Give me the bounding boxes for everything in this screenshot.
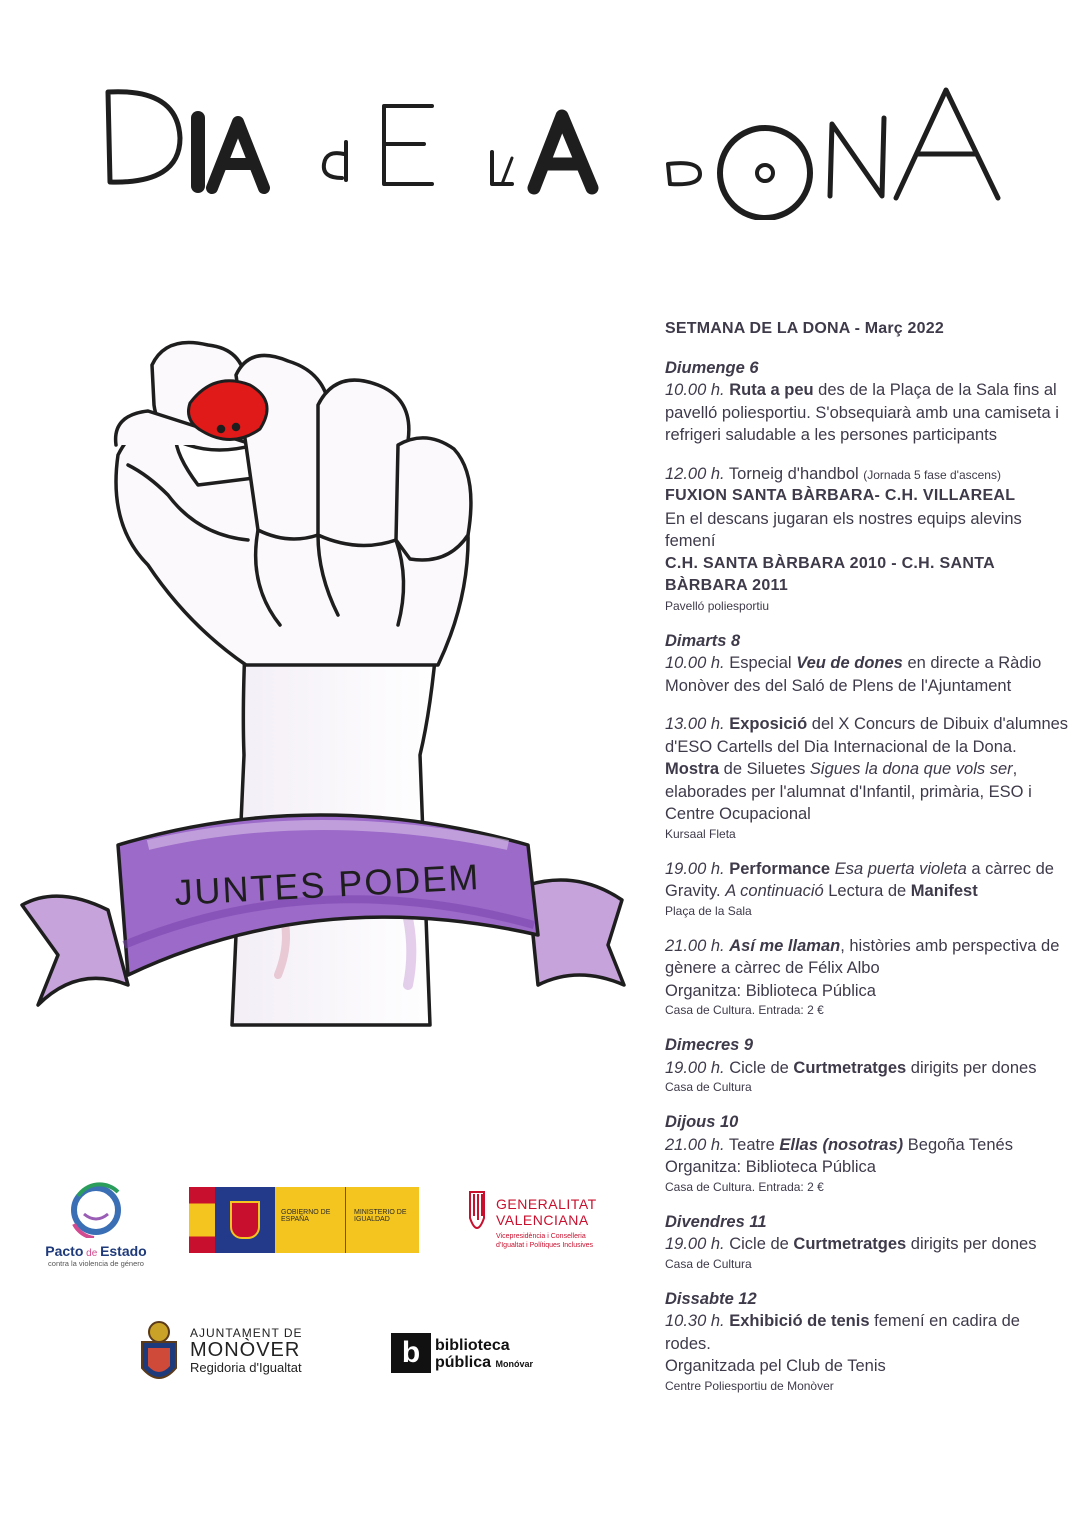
poster-title bbox=[0, 60, 1080, 220]
event-text: Begoña Tenés bbox=[903, 1135, 1013, 1154]
event-desc bbox=[665, 1057, 1070, 1080]
event-time: 10.00 h. bbox=[665, 381, 725, 399]
event-note: (Jornada 5 fase d'ascens) bbox=[863, 467, 1001, 482]
event-text: En el descans jugaran els nostres equips alevins femení bbox=[665, 509, 1022, 550]
event-highlight: Performance bbox=[729, 859, 831, 878]
event-text: Lectura de bbox=[823, 882, 911, 900]
gobierno-logo bbox=[189, 1187, 419, 1253]
event-desc bbox=[665, 463, 1070, 486]
event-title: Sigues la dona que vols ser bbox=[809, 760, 1013, 778]
event-text: Especial bbox=[724, 654, 797, 672]
event-desc bbox=[665, 1310, 1070, 1355]
event-block bbox=[665, 1111, 1070, 1195]
ajuntament-name: MONÒVER bbox=[190, 1339, 301, 1361]
biblioteca-label: pública bbox=[435, 1354, 492, 1371]
event-place: Casa de Cultura bbox=[665, 1080, 752, 1094]
ministerio-label: MINISTERIO DE IGUALDAD bbox=[354, 1209, 407, 1223]
pacto-ring-icon bbox=[36, 1178, 156, 1238]
event-block bbox=[665, 1288, 1070, 1394]
event-block bbox=[665, 630, 1070, 698]
event-text: , elaborades per l'alumnat d'Infantil, primària, ESO i Centre Ocupacional bbox=[665, 760, 1032, 823]
program-heading: SETMANA DE LA DONA - Març 2022 bbox=[665, 320, 944, 337]
event-text: femení en cadira de rodes. bbox=[665, 1312, 1020, 1353]
event-time: 10.00 h. bbox=[665, 654, 725, 672]
event-place: Pavelló poliesportiu bbox=[665, 598, 770, 613]
event-time: 19.00 h. bbox=[665, 859, 725, 878]
biblioteca-label: biblioteca bbox=[435, 1337, 510, 1354]
event-day: Divendres 11 bbox=[665, 1212, 767, 1231]
event-time: 10.30 h. bbox=[665, 1312, 725, 1330]
coat-of-arms-icon bbox=[215, 1187, 275, 1253]
program-column bbox=[665, 318, 1070, 1410]
event-desc bbox=[665, 1134, 1070, 1157]
event-highlight: Veu de dones bbox=[796, 654, 903, 672]
event-text: Torneig d'handbol bbox=[724, 464, 864, 483]
biblioteca-town: Monóvar bbox=[495, 1359, 533, 1369]
event-block bbox=[665, 463, 1070, 614]
fist-illustration bbox=[18, 325, 630, 1045]
event-time: 19.00 h. bbox=[665, 1058, 725, 1077]
event-place: Casa de Cultura. Entrada: 2 € bbox=[665, 1003, 824, 1017]
event-highlight: Mostra bbox=[665, 760, 720, 778]
event-highlight: Exhibició de tenis bbox=[729, 1312, 870, 1330]
event-block bbox=[665, 858, 1070, 919]
event-desc bbox=[665, 379, 1070, 447]
event-desc bbox=[665, 935, 1070, 980]
event-block bbox=[665, 935, 1070, 1019]
event-highlight: Manifest bbox=[910, 882, 978, 900]
event-text: , històries amb perspectiva de gènere a càrrec de Félix Albo bbox=[665, 936, 1060, 977]
pacto-label: Pacto bbox=[45, 1243, 84, 1259]
event-text: dirigits per dones bbox=[906, 1058, 1037, 1077]
event-highlight: Así me llaman bbox=[729, 936, 841, 955]
event-highlight: Exposició bbox=[729, 715, 808, 733]
event-text: A continuació bbox=[725, 882, 824, 900]
event-block bbox=[665, 1034, 1070, 1095]
event-highlight: Curtmetratges bbox=[793, 1058, 907, 1077]
biblioteca-logo bbox=[391, 1333, 551, 1377]
event-desc bbox=[665, 713, 1070, 758]
ajuntament-label: AJUNTAMENT DE bbox=[190, 1326, 303, 1340]
biblioteca-b-icon: b bbox=[391, 1333, 431, 1373]
title-lettering bbox=[0, 60, 1080, 220]
event-day: Diumenge 6 bbox=[665, 358, 759, 377]
event-highlight: Curtmetratges bbox=[793, 1235, 907, 1253]
event-text: des de la Plaça de la Sala fins al pavelló poliesportiu. S'obsequiarà amb una camiseta i refrigeri saludable a les persones participants bbox=[665, 381, 1059, 444]
event-day: Dimarts 8 bbox=[665, 631, 741, 650]
event-text: dirigits per dones bbox=[906, 1235, 1037, 1253]
event-organizer: Organitza: Biblioteca Pública bbox=[665, 1158, 876, 1176]
event-place: Kursaal Fleta bbox=[665, 826, 736, 841]
event-time: 21.00 h. bbox=[665, 936, 725, 955]
event-time: 12.00 h. bbox=[665, 464, 725, 483]
event-place: Centre Poliesportiu de Monòver bbox=[665, 1378, 834, 1393]
event-desc bbox=[665, 652, 1070, 697]
pacto-sub: contra la violencia de género bbox=[48, 1259, 144, 1268]
generalitat-sub: d'Igualtat i Polítiques Inclusives bbox=[496, 1242, 594, 1249]
regidoria-label: Regidoria d'Igualtat bbox=[190, 1360, 302, 1375]
raised-fist-icon bbox=[18, 325, 630, 1045]
event-block bbox=[665, 357, 1070, 447]
event-text: Cicle de bbox=[724, 1058, 794, 1077]
ajuntament-logo bbox=[136, 1314, 316, 1390]
event-text: del X Concurs de Dibuix d'alumnes d'ESO Cartells del Dia Internacional de la Dona. bbox=[665, 715, 1069, 756]
generalitat-sub: Vicepresidència i Conselleria bbox=[496, 1233, 586, 1240]
event-time: 21.00 h. bbox=[665, 1135, 725, 1154]
event-highlight: Ellas (nosotras) bbox=[779, 1135, 904, 1154]
event-block bbox=[665, 1211, 1070, 1272]
event-desc bbox=[665, 1233, 1070, 1256]
pacto-label: de bbox=[83, 1248, 101, 1259]
monover-crest-icon bbox=[136, 1318, 182, 1388]
event-place: Casa de Cultura. Entrada: 2 € bbox=[665, 1179, 824, 1194]
generalitat-label: VALENCIANA bbox=[496, 1212, 589, 1228]
banner-text: JUNTES PODEM bbox=[173, 856, 482, 913]
event-title: Esa puerta violeta bbox=[830, 859, 967, 878]
event-organizer: Organitzada pel Club de Tenis bbox=[665, 1357, 886, 1375]
event-block bbox=[665, 713, 1070, 842]
event-day: Dissabte 12 bbox=[665, 1289, 757, 1308]
event-place: Plaça de la Sala bbox=[665, 903, 752, 918]
event-desc bbox=[665, 758, 1070, 826]
event-time: 13.00 h. bbox=[665, 715, 725, 733]
generalitat-logo bbox=[466, 1186, 616, 1258]
event-text: Teatre bbox=[724, 1135, 780, 1154]
pacto-label: Estado bbox=[100, 1243, 147, 1259]
generalitat-crest-icon bbox=[466, 1188, 488, 1242]
event-text: Cicle de bbox=[724, 1235, 794, 1253]
generalitat-label: GENERALITAT bbox=[496, 1196, 597, 1212]
event-day: Dijous 10 bbox=[665, 1113, 739, 1131]
event-organizer: Organitza: Biblioteca Pública bbox=[665, 981, 876, 1000]
event-match: FUXION SANTA BÀRBARA- C.H. VILLAREAL bbox=[665, 487, 1016, 504]
event-place: Casa de Cultura bbox=[665, 1256, 752, 1271]
event-match: C.H. SANTA BÀRBARA 2010 - C.H. SANTA BÀRBARA 2011 bbox=[665, 554, 995, 594]
event-text: de Siluetes bbox=[719, 760, 810, 778]
event-text: a càrrec de Gravity. bbox=[665, 859, 1054, 900]
event-desc bbox=[665, 858, 1070, 903]
event-highlight: Ruta a peu bbox=[729, 381, 814, 399]
event-day: Dimecres 9 bbox=[665, 1036, 754, 1054]
gobierno-label: GOBIERNO DE ESPAÑA bbox=[275, 1187, 346, 1253]
flag-icon bbox=[189, 1187, 215, 1253]
pacto-estado-logo bbox=[36, 1178, 156, 1268]
event-text: en directe a Ràdio Monòver des del Saló de Plens de l'Ajuntament bbox=[665, 654, 1042, 695]
event-time: 19.00 h. bbox=[665, 1235, 725, 1253]
